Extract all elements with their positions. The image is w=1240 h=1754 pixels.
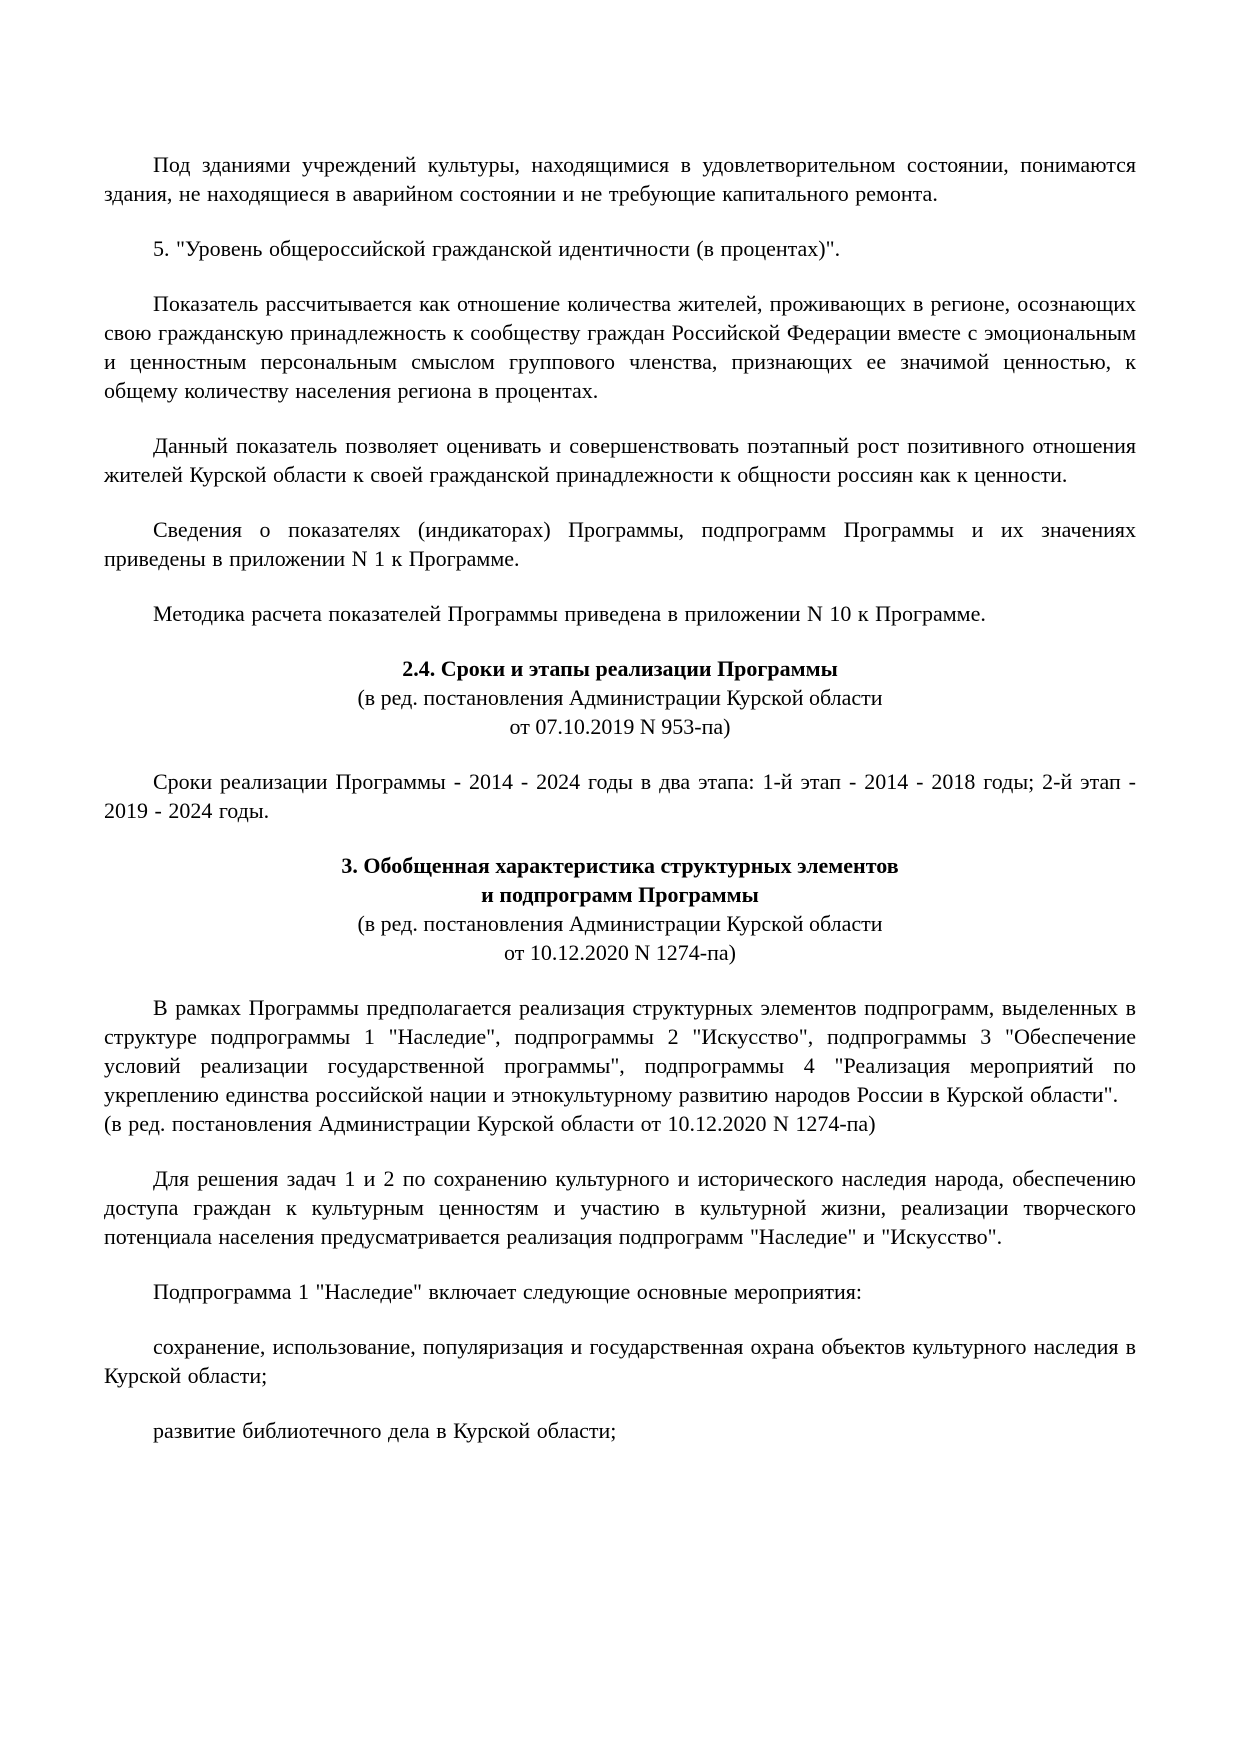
edition-note-line-3: (в ред. постановления Администрации Курской области (357, 911, 883, 936)
paragraph-indicator-purpose: Данный показатель позволяет оценивать и совершенствовать поэтапный рост позитивного отношения жителей Курской области к своей гражданской принадлежности к общности россиян как к ценности. (104, 433, 1136, 487)
paragraph-buildings-condition: Под зданиями учреждений культуры, находящимися в удовлетворительном состоянии, понимаются здания, не находящиеся в аварийном состоянии и не требующие капитального ремонта. (104, 152, 1136, 206)
paragraph-measure-heritage-protection: сохранение, использование, популяризация и государственная охрана объектов культурного наследия в Курской области; (104, 1334, 1136, 1388)
section-heading-3-line-1: 3. Обобщенная характеристика структурных элементов (341, 853, 899, 878)
edition-note-line-4: от 10.12.2020 N 1274-па) (504, 940, 736, 965)
paragraph-subprogram-1-intro: Подпрограмма 1 "Наследие" включает следующие основные мероприятия: (153, 1279, 862, 1304)
paragraph-indicator-calculation: Показатель рассчитывается как отношение количества жителей, проживающих в регионе, осознающих свою гражданскую принадлежность к сообществу граждан Российской Федерации вместе с эмоциональным и ценностным персональным смыслом группового членства, признающих ее значимой ценностью, к общему количеству населения региона в процентах. (104, 291, 1136, 403)
edition-note-line-2: от 07.10.2019 N 953-па) (509, 714, 731, 739)
paragraph-tasks-1-2: Для решения задач 1 и 2 по сохранению культурного и исторического наследия народа, обеспечению доступа граждан к культурным ценностям и участию в культурной жизни, реализации творческого потенциала населения предусматривается реализация подпрограмм "Наследие" и "Искусство". (104, 1166, 1136, 1249)
paragraph-indicator-5-title: 5. "Уровень общероссийской гражданской идентичности (в процентах)". (153, 236, 841, 261)
paragraph-method-annex-10: Методика расчета показателей Программы приведена в приложении N 10 к Программе. (153, 601, 986, 626)
paragraph-measure-library-development: развитие библиотечного дела в Курской области; (153, 1418, 617, 1443)
edition-note-line-1: (в ред. постановления Администрации Курской области (357, 685, 883, 710)
edition-note-inline: (в ред. постановления Администрации Курской области от 10.12.2020 N 1274-па) (104, 1111, 876, 1136)
section-heading-3-line-2: и подпрограмм Программы (481, 882, 759, 907)
paragraph-subprograms-structure: В рамках Программы предполагается реализация структурных элементов подпрограмм, выделенных в структуре подпрограммы 1 "Наследие", подпрограммы 2 "Искусство", подпрограммы 3 "Обеспечение условий реализации государственной программы", подпрограммы 4 "Реализация мероприятий по укреплению единства российской нации и этнокультурному развитию народов России в Курской области". (104, 995, 1136, 1107)
paragraph-indicators-annex-1: Сведения о показателях (индикаторах) Программы, подпрограмм Программы и их значениях приведены в приложении N 1 к Программе. (104, 517, 1136, 571)
paragraph-program-terms: Сроки реализации Программы - 2014 - 2024 годы в два этапа: 1-й этап - 2014 - 2018 годы; 2-й этап - 2019 - 2024 годы. (104, 769, 1136, 823)
section-heading-2-4: 2.4. Сроки и этапы реализации Программы (402, 656, 838, 681)
